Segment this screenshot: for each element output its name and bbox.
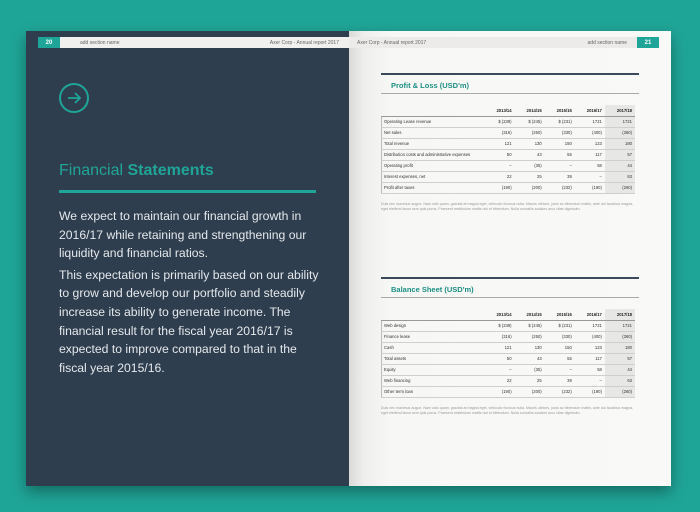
row-label: Distribution costs and administrative expenses bbox=[382, 149, 485, 160]
table-header-row bbox=[382, 105, 636, 116]
profit-loss-block bbox=[381, 73, 639, 212]
balance-sheet-block bbox=[381, 277, 639, 416]
row-value: 25 bbox=[515, 171, 545, 182]
row-value: $ (245) bbox=[515, 320, 545, 331]
row-value: (360) bbox=[605, 331, 635, 342]
row-value: (35) bbox=[515, 160, 545, 171]
row-value: 63 bbox=[605, 375, 635, 386]
row-value: – bbox=[485, 160, 515, 171]
row-value: (316) bbox=[485, 127, 515, 138]
year-header: 2017/18 bbox=[605, 105, 635, 116]
profit-loss-title-rule bbox=[381, 93, 639, 94]
right-page bbox=[349, 31, 671, 486]
row-value: 150 bbox=[545, 342, 575, 353]
row-label: Web financing bbox=[382, 375, 485, 386]
row-value: 63 bbox=[605, 171, 635, 182]
right-header-report: Axer Corp - Annual report 2017 bbox=[357, 39, 427, 46]
left-header-strip bbox=[38, 37, 349, 48]
row-value: 123 bbox=[575, 342, 605, 353]
row-label: Interest expenses, net bbox=[382, 171, 485, 182]
row-value: 121 bbox=[485, 342, 515, 353]
row-label: Other term loan bbox=[382, 386, 485, 397]
row-value: (200) bbox=[515, 182, 545, 193]
row-value: – bbox=[575, 171, 605, 182]
row-value: 55 bbox=[545, 149, 575, 160]
table-row bbox=[382, 160, 636, 171]
section-title-light: Financial bbox=[59, 162, 128, 179]
right-header-strip bbox=[349, 37, 659, 48]
table-row bbox=[382, 116, 636, 127]
row-value: (190) bbox=[575, 182, 605, 193]
row-value: 22 bbox=[485, 171, 515, 182]
profit-loss-body bbox=[382, 116, 636, 193]
row-value: (232) bbox=[545, 182, 575, 193]
table-row bbox=[382, 171, 636, 182]
profit-loss-title: Profit & Loss (USD'm) bbox=[391, 81, 470, 90]
row-value: 44 bbox=[605, 160, 635, 171]
row-label: Operating Lease revenue bbox=[382, 116, 485, 127]
title-underline bbox=[59, 190, 316, 193]
table-row bbox=[382, 342, 636, 353]
row-value: 130 bbox=[515, 342, 545, 353]
table-row bbox=[382, 353, 636, 364]
table-row bbox=[382, 331, 636, 342]
row-value: 180 bbox=[605, 342, 635, 353]
row-value: 180 bbox=[605, 138, 635, 149]
arrow-right-circle-icon bbox=[59, 83, 89, 113]
row-value: 150 bbox=[545, 138, 575, 149]
row-value: (400) bbox=[575, 331, 605, 342]
year-header: 2015/16 bbox=[545, 309, 575, 320]
right-page-number: 21 bbox=[637, 37, 659, 48]
body-text bbox=[59, 207, 321, 380]
left-header-report: Axer Corp - Annual report 2017 bbox=[269, 39, 339, 46]
row-value: (250) bbox=[515, 331, 545, 342]
row-label: Profit after taxes bbox=[382, 182, 485, 193]
table-header-blank bbox=[382, 309, 485, 320]
row-value: 39 bbox=[545, 171, 575, 182]
table-row bbox=[382, 182, 636, 193]
row-value: 58 bbox=[575, 364, 605, 375]
row-value: $ (231) bbox=[545, 320, 575, 331]
row-value: 25 bbox=[515, 375, 545, 386]
row-value: (330) bbox=[545, 331, 575, 342]
row-value: 50 bbox=[485, 353, 515, 364]
row-value: (250) bbox=[515, 127, 545, 138]
left-header-section: add section name bbox=[80, 39, 120, 46]
row-value: (260) bbox=[605, 182, 635, 193]
row-value: 117 bbox=[575, 149, 605, 160]
table-row bbox=[382, 364, 636, 375]
row-label: Net sales bbox=[382, 127, 485, 138]
row-value: 1721 bbox=[575, 320, 605, 331]
year-header: 2017/18 bbox=[605, 309, 635, 320]
left-page bbox=[26, 31, 349, 486]
row-value: $ (239) bbox=[485, 116, 515, 127]
row-label: Cash bbox=[382, 342, 485, 353]
row-value: 57 bbox=[605, 149, 635, 160]
row-label: Operating profit bbox=[382, 160, 485, 171]
row-value: 55 bbox=[545, 353, 575, 364]
row-value: (260) bbox=[605, 386, 635, 397]
balance-sheet-body bbox=[382, 320, 636, 397]
table-header-blank bbox=[382, 105, 485, 116]
left-page-number: 20 bbox=[38, 37, 60, 48]
row-label: Equity bbox=[382, 364, 485, 375]
row-value: 58 bbox=[575, 160, 605, 171]
row-label: Total assets bbox=[382, 353, 485, 364]
row-value: (35) bbox=[515, 364, 545, 375]
profit-loss-table bbox=[381, 105, 635, 194]
row-label: Total revenue bbox=[382, 138, 485, 149]
year-header: 2014/15 bbox=[515, 309, 545, 320]
row-value: (400) bbox=[575, 127, 605, 138]
row-value: 117 bbox=[575, 353, 605, 364]
section-title bbox=[59, 162, 214, 180]
year-header: 2014/15 bbox=[515, 105, 545, 116]
table-row bbox=[382, 149, 636, 160]
body-paragraph-1: We expect to maintain our financial growth in 2016/17 while retaining and strengthening our liquidity and financial ratios. bbox=[59, 209, 307, 261]
year-header: 2015/16 bbox=[545, 105, 575, 116]
table-row bbox=[382, 138, 636, 149]
row-value: – bbox=[485, 364, 515, 375]
table-row bbox=[382, 375, 636, 386]
balance-sheet-footnote: Duis nec maximus augue. Nam odio quam, gravida at magna eget, vehicula rhoncus nulla. Mauris ultrices, justo ac bibendum mattis, ante dui faucibus magna, eget eleifend lacus sem quis purus. Praesent vestibulum mattis nisl et bibendum. Nulla convallis sodales arcu vitae dignissim. bbox=[381, 405, 634, 415]
row-value: (190) bbox=[485, 182, 515, 193]
row-value: 1721 bbox=[605, 116, 635, 127]
row-value: $ (239) bbox=[485, 320, 515, 331]
year-header: 2013/14 bbox=[485, 105, 515, 116]
row-value: (200) bbox=[515, 386, 545, 397]
profit-loss-footnote: Duis nec maximus augue. Nam odio quam, gravida at magna eget, vehicula rhoncus nulla. Mauris ultrices, justo ac bibendum mattis, ante dui faucibus magna, eget eleifend lacus sem quis purus. Praesent vestibulum mattis nisl et bibendum. Nulla convallis sodales arcu vitae dignissim. bbox=[381, 201, 634, 211]
row-value: – bbox=[575, 375, 605, 386]
row-value: (190) bbox=[575, 386, 605, 397]
balance-sheet-title-rule bbox=[381, 297, 639, 298]
row-value: (316) bbox=[485, 331, 515, 342]
row-value: 1721 bbox=[605, 320, 635, 331]
row-value: – bbox=[545, 364, 575, 375]
table-row bbox=[382, 320, 636, 331]
year-header: 2013/14 bbox=[485, 309, 515, 320]
row-value: (330) bbox=[545, 127, 575, 138]
row-value: (190) bbox=[485, 386, 515, 397]
row-value: (232) bbox=[545, 386, 575, 397]
row-value: 43 bbox=[515, 353, 545, 364]
row-value: $ (231) bbox=[545, 116, 575, 127]
table-row bbox=[382, 127, 636, 138]
row-value: 1721 bbox=[575, 116, 605, 127]
row-value: 123 bbox=[575, 138, 605, 149]
row-value: 121 bbox=[485, 138, 515, 149]
brochure-spread bbox=[26, 31, 671, 486]
row-value: 50 bbox=[485, 149, 515, 160]
row-value: 43 bbox=[515, 149, 545, 160]
year-header: 2016/17 bbox=[575, 309, 605, 320]
row-label: Web design bbox=[382, 320, 485, 331]
row-value: (360) bbox=[605, 127, 635, 138]
row-value: 57 bbox=[605, 353, 635, 364]
row-value: 130 bbox=[515, 138, 545, 149]
row-value: – bbox=[545, 160, 575, 171]
table-header-row bbox=[382, 309, 636, 320]
table-row bbox=[382, 386, 636, 397]
balance-sheet-title: Balance Sheet (USD'm) bbox=[391, 285, 474, 294]
balance-sheet-table bbox=[381, 309, 635, 398]
row-value: $ (245) bbox=[515, 116, 545, 127]
row-value: 44 bbox=[605, 364, 635, 375]
row-label: Finance lease bbox=[382, 331, 485, 342]
row-value: 39 bbox=[545, 375, 575, 386]
body-paragraph-2: This expectation is primarily based on our ability to grow and develop our portfolio and steadily increase its ability to generate income. The financial result for the fiscal year 2016/17 is expected to improve compared to that in the fiscal year 2015/16. bbox=[59, 267, 319, 375]
year-header: 2016/17 bbox=[575, 105, 605, 116]
row-value: 22 bbox=[485, 375, 515, 386]
section-title-bold: Statements bbox=[127, 162, 214, 179]
right-header-section: add section name bbox=[587, 39, 627, 46]
